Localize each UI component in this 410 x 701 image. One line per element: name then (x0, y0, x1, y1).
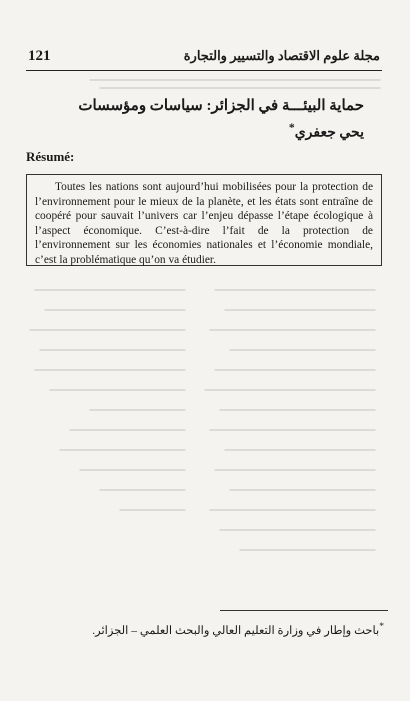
footnote-rule (220, 610, 388, 611)
page-number: 121 (28, 48, 51, 64)
footnote-marker: * (379, 621, 384, 632)
journal-title: مجلة علوم الاقتصاد والتسيير والتجارة (183, 48, 380, 63)
article-title: حماية البيئـــة في الجزائر: سياسات ومؤسسات (78, 98, 364, 114)
author-name: يحي جعفري (294, 125, 364, 141)
footnote-text: باحث وإطار في وزارة التعليم العالي والبحث العلمي – الجزائر. (92, 624, 380, 637)
author-footnote-marker: * (288, 121, 295, 134)
author-line (289, 121, 364, 142)
abstract-box (26, 174, 382, 266)
running-header (28, 46, 380, 68)
abstract-text: Toutes les nations sont aujourd’hui mobilisées pour la protection de l’environnement pour le mieux de la planète, et les états sont entraîne de coopéré pour sauvait l’univers car l’enjeu dépasse l’étape écologique à l’aspect économique. C’est-à-dire l’fait de la protection de l’environnement sur les économies nationales et l’économie mondiale, c’est la problématique qu’on va étudier. (35, 181, 373, 266)
footnote (92, 621, 384, 637)
header-rule (26, 70, 382, 71)
abstract-heading: Résumé: (26, 149, 75, 164)
